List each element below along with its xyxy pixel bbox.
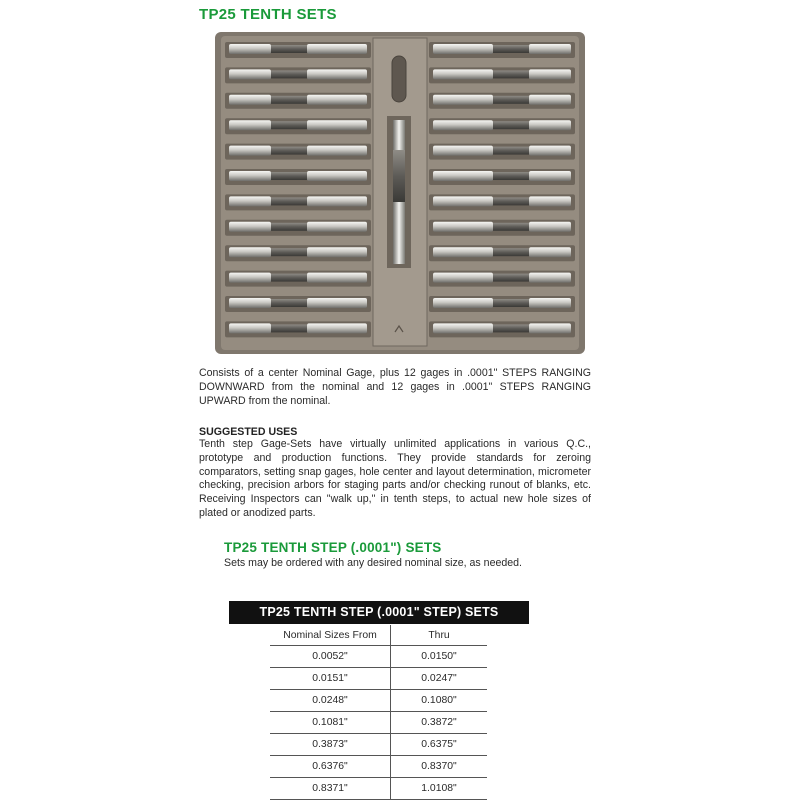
gage-set-photo — [215, 32, 585, 354]
gage-pin-end — [529, 120, 571, 130]
gage-handle — [271, 172, 307, 180]
gage-handle — [271, 197, 307, 205]
gage-pin-end — [433, 196, 493, 206]
gage-pin-end — [529, 247, 571, 257]
gage-pin-end — [529, 222, 571, 232]
gage-handle — [493, 121, 529, 129]
gage-handle — [493, 172, 529, 180]
gage-handle — [271, 96, 307, 104]
gage-pin-end — [307, 298, 367, 308]
table-title: TP25 TENTH STEP (.0001" STEP) SETS — [229, 601, 529, 624]
gage-pin-end — [229, 171, 271, 181]
gage-pin-end — [307, 323, 367, 333]
gage-pin-end — [307, 120, 367, 130]
gage-pin-end — [529, 69, 571, 79]
gage-handle — [271, 121, 307, 129]
size-thru: 1.0108" — [391, 778, 488, 800]
table-header-row — [270, 625, 487, 646]
size-thru: 0.0150" — [391, 646, 488, 668]
gage-pin-end — [307, 44, 367, 54]
gage-pin-end — [229, 323, 271, 333]
size-thru: 0.0247" — [391, 668, 488, 690]
gage-pin-end — [229, 44, 271, 54]
gage-handle — [271, 223, 307, 231]
gage-pin-end — [307, 171, 367, 181]
gage-pin-end — [529, 146, 571, 156]
page-title: TP25 TENTH SETS — [199, 6, 337, 23]
gage-handle — [271, 248, 307, 256]
gage-handle — [493, 324, 529, 332]
table-row — [270, 734, 487, 756]
gage-pin-end — [433, 69, 493, 79]
gage-pin-end — [229, 196, 271, 206]
gage-handle — [493, 45, 529, 53]
gage-handle — [271, 324, 307, 332]
gage-handle — [493, 96, 529, 104]
table-row — [270, 646, 487, 668]
suggested-uses-heading: SUGGESTED USES — [199, 426, 298, 438]
gage-pin-end — [433, 222, 493, 232]
gage-pin-end — [433, 171, 493, 181]
size-from: 0.6376" — [270, 756, 391, 778]
table-row — [270, 690, 487, 712]
gage-handle — [271, 299, 307, 307]
header-thru: Thru — [391, 625, 488, 646]
gage-handle — [271, 274, 307, 282]
gage-pin-end — [433, 120, 493, 130]
description-text: Consists of a center Nominal Gage, plus 12 gages in .0001" STEPS RANGING DOWNWARD from the nominal and 12 gages in .0001" STEPS RANGING UPWARD from the nominal. — [199, 367, 591, 407]
gage-handle — [271, 70, 307, 78]
gage-pin-end — [307, 273, 367, 283]
gage-handle — [493, 223, 529, 231]
gage-pin-end — [229, 95, 271, 105]
gage-pin-end — [307, 222, 367, 232]
gage-handle — [271, 147, 307, 155]
gage-pin-end — [307, 146, 367, 156]
gage-pin-end — [433, 95, 493, 105]
size-from: 0.1081" — [270, 712, 391, 734]
size-from: 0.8371" — [270, 778, 391, 800]
gage-pin-end — [307, 95, 367, 105]
gage-pin-end — [433, 298, 493, 308]
size-thru: 0.8370" — [391, 756, 488, 778]
size-thru: 0.6375" — [391, 734, 488, 756]
size-from: 0.0248" — [270, 690, 391, 712]
gage-pin-end — [229, 69, 271, 79]
table-row — [270, 668, 487, 690]
gage-pin-end — [307, 196, 367, 206]
gage-pin-end — [307, 247, 367, 257]
gage-pin-end — [529, 44, 571, 54]
gage-pin-end — [529, 95, 571, 105]
gage-pin-end — [529, 323, 571, 333]
section-title: TP25 TENTH STEP (.0001") SETS — [224, 540, 442, 555]
gage-pin-end — [433, 146, 493, 156]
gage-handle — [493, 197, 529, 205]
table-row — [270, 778, 487, 800]
suggested-uses-text: Tenth step Gage-Sets have virtually unlimited applications in various Q.C., prototype and production functions. They provide standards for zeroing comparators, setting snap gages, hole center and layout determination, micrometer checking, precision arbors for staging parts and/or checking runout of blanks, etc. Receiving Inspectors can "walk up," in tenth steps, to actual new hole sizes of plated or anodized parts. — [199, 438, 591, 519]
gage-handle — [493, 274, 529, 282]
table-row — [270, 712, 487, 734]
size-thru: 0.1080" — [391, 690, 488, 712]
size-from: 0.3873" — [270, 734, 391, 756]
gage-pin-end — [433, 247, 493, 257]
gage-pin-end — [529, 196, 571, 206]
size-thru: 0.3872" — [391, 712, 488, 734]
gage-handle — [493, 70, 529, 78]
gage-pin-end — [529, 298, 571, 308]
gage-pin-end — [229, 146, 271, 156]
gage-handle — [271, 45, 307, 53]
gage-pin-end — [433, 323, 493, 333]
gage-pin-end — [529, 171, 571, 181]
gage-pin-end — [529, 273, 571, 283]
gage-pin-end — [433, 273, 493, 283]
gage-handle — [493, 147, 529, 155]
gage-pin-end — [433, 44, 493, 54]
gage-pin-end — [229, 273, 271, 283]
gage-pin-end — [307, 69, 367, 79]
header-from: Nominal Sizes From — [270, 625, 391, 646]
sizes-table — [270, 625, 487, 800]
size-from: 0.0052" — [270, 646, 391, 668]
section-note: Sets may be ordered with any desired nominal size, as needed. — [224, 557, 522, 569]
gage-handle — [493, 299, 529, 307]
gage-pin-end — [229, 222, 271, 232]
gage-pin-end — [229, 120, 271, 130]
gage-pin-end — [229, 247, 271, 257]
gage-handle — [493, 248, 529, 256]
size-from: 0.0151" — [270, 668, 391, 690]
table-row — [270, 756, 487, 778]
gage-pin-end — [229, 298, 271, 308]
